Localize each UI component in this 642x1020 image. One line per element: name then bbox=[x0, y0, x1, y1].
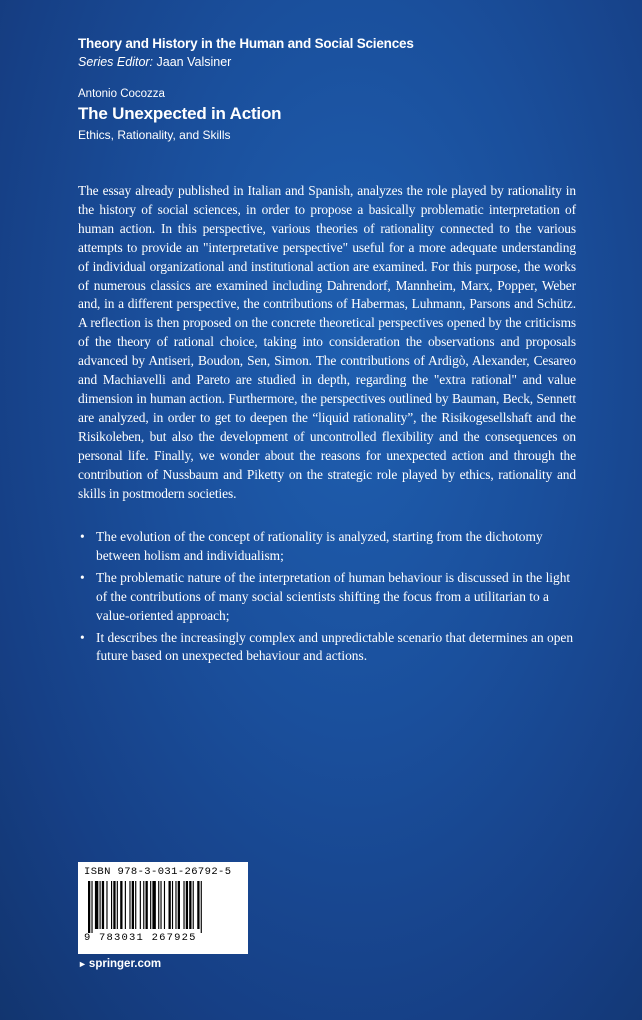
book-info bbox=[78, 88, 281, 142]
barcode-bar bbox=[178, 881, 180, 929]
barcode-bar bbox=[201, 881, 202, 933]
series-title: Theory and History in the Human and Social Sciences bbox=[78, 36, 414, 51]
barcode-bar bbox=[120, 881, 122, 929]
barcode-bar bbox=[189, 881, 191, 929]
publisher-url: springer.com bbox=[88, 958, 162, 970]
barcode-bar bbox=[197, 881, 199, 929]
list-item: • It describes the increasingly complex and unpredictable scenario that determines an open future based on unexpected behaviour and actions. bbox=[78, 629, 576, 667]
book-subtitle: Ethics, Rationality, and Skills bbox=[78, 128, 231, 142]
book-title: The Unexpected in Action bbox=[78, 104, 282, 123]
barcode-bar bbox=[91, 881, 92, 933]
arrow-icon: ► bbox=[78, 959, 87, 969]
barcode-bar bbox=[125, 881, 126, 929]
barcode-bar bbox=[143, 881, 144, 929]
barcode-bar bbox=[150, 881, 151, 929]
barcode-bar bbox=[186, 881, 188, 929]
book-abstract: The essay already published in Italian and Spanish, analyzes the role played by rationality in the history of social sciences, in order to propose a basically problematic interpretation of human action. In this perspective, various theories of rationality connected to the various attempts to provide an "interpretative perspective" useful for a more adequate understanding of individual organizational and institutional action are examined. For this purpose, the works of numerous classics are examined including Dahrendorf, Mannheim, Marx, Popper, Weber and, in a different perspective, the contributions of Habermas, Luhmann, Parsons and Schütz. A reflection is then proposed on the concrete theoretical perspectives opened by the criticisms of the theory of rational choice, taking into consideration the observations and proposals advanced by Antiseri, Boudon, Sen, Simon. The contributions of Ardigò, Alexander, Cesareo and Machiavelli and Pareto are studied in depth, regarding the "extra rational" and value dimension in human action. Furthermore, the perspectives outlined by Bauman, Beck, Sennett are analyzed, in order to get to deepen the “liquid rationality”, the Risikogesellshaft and the Risikoleben, but also the development of uncontrolled flexibility and the consequences on personal life. Finally, we wonder about the reasons for unexpected action and through the contribution of Nussbaum and Piketty on the strategic role played by ethics, rationality and skills in postmodern societies. bbox=[78, 183, 576, 501]
ean-first-digit: 9 bbox=[84, 932, 92, 944]
barcode-bar bbox=[117, 881, 118, 929]
barcode-bar bbox=[95, 881, 98, 929]
barcode-bar bbox=[111, 881, 112, 929]
barcode-bar bbox=[135, 881, 136, 929]
barcode-bar bbox=[169, 881, 171, 929]
barcode-bar bbox=[160, 881, 161, 929]
list-item: • The problematic nature of the interpretation of human behaviour is discussed in the light of the contributions of many social scientists shifting the focus from a utilitarian to a value-oriented approach; bbox=[78, 569, 576, 626]
barcode-bar bbox=[183, 881, 184, 929]
barcode-bar bbox=[140, 881, 141, 929]
barcode-bar bbox=[129, 881, 130, 929]
barcode-bar bbox=[164, 881, 165, 929]
series-editor-name: Jaan Valsiner bbox=[156, 55, 232, 69]
series-editor-label: Series Editor: bbox=[78, 55, 154, 69]
barcode-bar bbox=[113, 881, 115, 929]
publisher-link[interactable] bbox=[78, 958, 161, 970]
barcode-bar bbox=[152, 881, 155, 929]
barcode-bar bbox=[158, 881, 159, 929]
series-editor bbox=[78, 55, 414, 69]
barcode-image bbox=[84, 881, 242, 933]
ean-left-group: 783031 bbox=[99, 932, 145, 944]
barcode-bar bbox=[175, 881, 176, 929]
barcode-bar bbox=[193, 881, 194, 929]
barcode-bar bbox=[106, 881, 107, 929]
isbn-label: ISBN 978-3-031-26792-5 bbox=[84, 866, 232, 878]
ean-right-group: 267925 bbox=[151, 932, 197, 944]
barcode-box bbox=[78, 862, 248, 954]
barcode-bar bbox=[102, 881, 104, 929]
barcode-bar bbox=[172, 881, 173, 929]
ean-number bbox=[84, 932, 242, 944]
barcode-bar bbox=[132, 881, 134, 929]
barcode-bar bbox=[88, 881, 90, 933]
list-item: • The evolution of the concept of rationality is analyzed, starting from the dichotomy between holism and individualism; bbox=[78, 528, 576, 566]
book-author: Antonio Cocozza bbox=[78, 88, 165, 100]
series-header bbox=[78, 36, 414, 69]
highlights-list bbox=[78, 528, 576, 669]
barcode-bar bbox=[100, 881, 101, 929]
barcode-bar bbox=[146, 881, 148, 929]
